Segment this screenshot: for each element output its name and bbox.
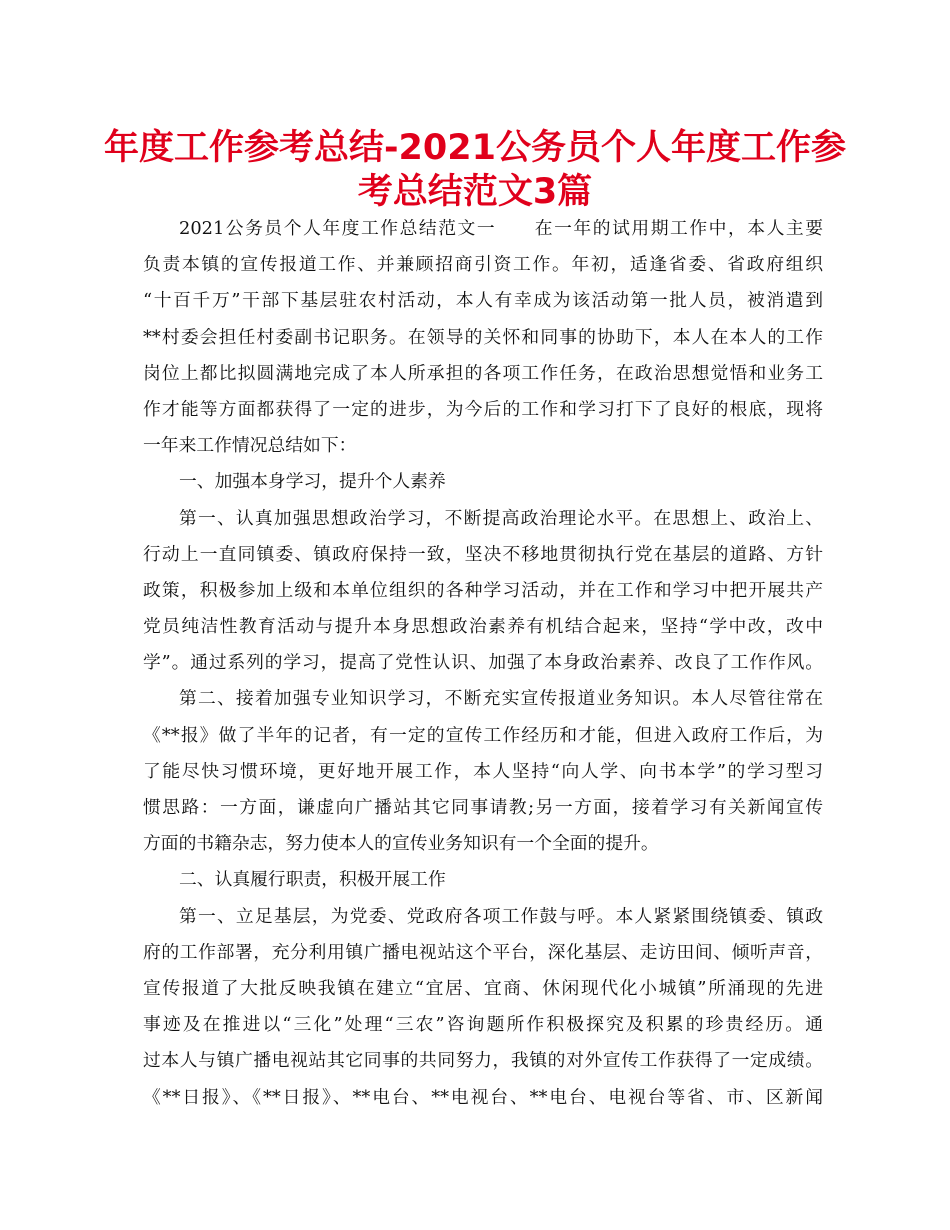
document-title-line-1: 年度工作参考总结-2021公务员个人年度工作参 [104,128,846,168]
body-line: 学”。通过系列的学习，提高了党性认识、加强了本身政治素养、改良了工作作风。 [143,652,823,674]
body-line: 二、认真履行职责，积极开展工作 [179,869,446,891]
document-title-line-2: 考总结范文3篇 [357,172,593,212]
body-line: 作才能等方面都获得了一定的进步，为今后的工作和学习打下了良好的根底，现将 [143,398,823,420]
body-line: 方面的书籍杂志，努力使本人的宣传业务知识有一个全面的提升。 [143,833,659,855]
body-line: 《**报》做了半年的记者，有一定的宣传工作经历和才能，但进入政府工作后，为 [143,724,823,746]
document-body [143,211,823,1116]
body-line: “十百千万”干部下基层驻农村活动，本人有幸成为该活动第一批人员，被消遣到 [143,290,823,312]
body-line: 2021公务员个人年度工作总结范文一 在一年的试用期工作中，本人主要 [179,218,823,239]
body-line: 行动上一直同镇委、镇政府保持一致，坚决不移地贯彻执行党在基层的道路、方针 [143,543,823,565]
body-line: 政策，积极参加上级和本单位组织的各种学习活动，并在工作和学习中把开展共产 [143,579,823,601]
body-line: 第二、接着加强专业知识学习，不断充实宣传报道业务知识。本人尽管往常在 [179,688,823,710]
body-line: 府的工作部署，充分利用镇广播电视站这个平台，深化基层、走访田间、倾听声音， [143,941,823,963]
body-line: 过本人与镇广播电视站其它同事的共同努力，我镇的对外宣传工作获得了一定成绩。 [143,1050,823,1072]
body-line: 《**日报》、《**日报》、**电台、**电视台、**电台、电视台等省、市、区新闻 [143,1086,823,1108]
body-line: 宣传报道了大批反映我镇在建立“宜居、宜商、休闲现代化小城镇”所涌现的先进 [143,977,823,999]
body-line: 第一、立足基层，为党委、党政府各项工作鼓与呼。本人紧紧围绕镇委、镇政 [179,905,823,927]
body-line: 党员纯洁性教育活动与提升本身思想政治素养有机结合起来，坚持“学中改，改中 [143,616,823,638]
body-line: 惯思路：一方面，谦虚向广播站其它同事请教;另一方面，接着学习有关新闻宣传 [143,797,823,818]
body-line: 一、加强本身学习，提升个人素养 [179,471,446,493]
body-line: 岗位上都比拟圆满地完成了本人所承担的各项工作任务，在政治思想觉悟和业务工 [143,362,823,384]
body-line: 了能尽快习惯环境，更好地开展工作，本人坚持“向人学、向书本学”的学习型习 [143,760,823,782]
body-line: **村委会担任村委副书记职务。在领导的关怀和同事的协助下，本人在本人的工作 [143,326,823,348]
body-line: 第一、认真加强思想政治学习，不断提高政治理论水平。在思想上、政治上、 [179,507,823,529]
body-line: 事迹及在推进以“三化”处理“三农”咨询题所作积极探究及积累的珍贵经历。通 [143,1014,823,1036]
body-line: 负责本镇的宣传报道工作、并兼顾招商引资工作。年初，适逢省委、省政府组织 [143,254,823,276]
body-line: 一年来工作情况总结如下： [143,435,357,457]
